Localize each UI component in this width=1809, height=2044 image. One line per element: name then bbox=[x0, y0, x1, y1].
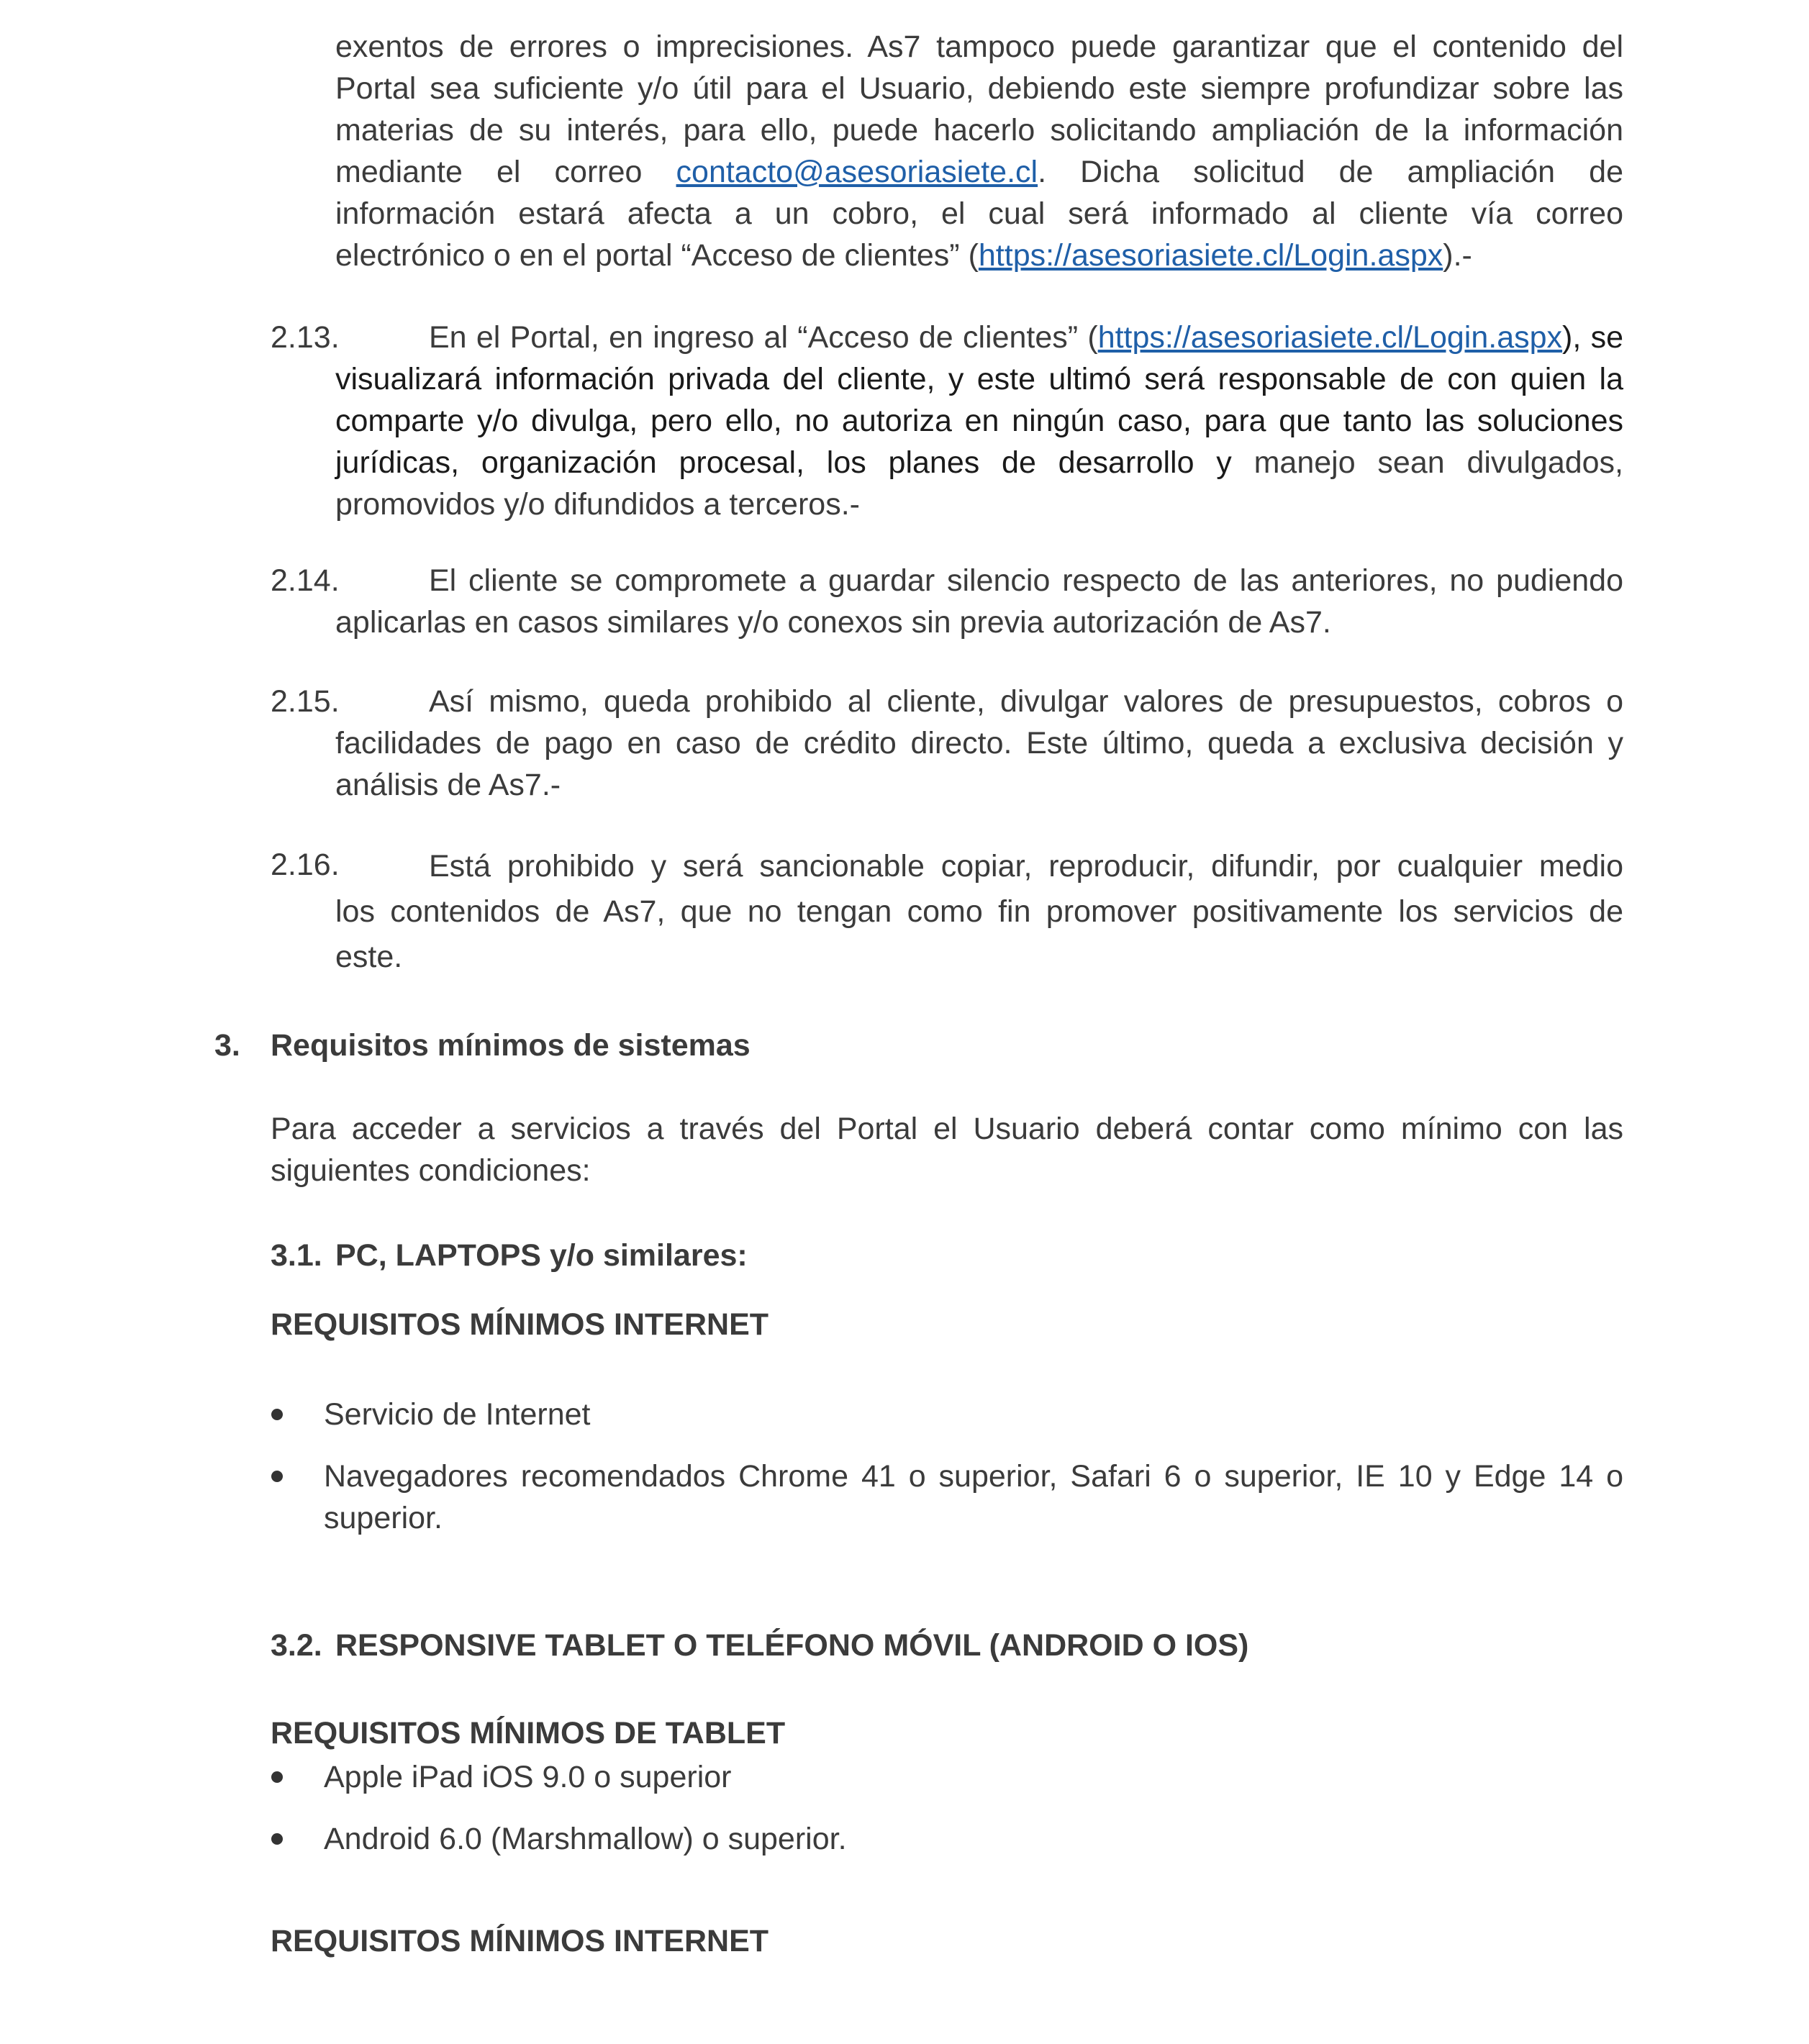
login-link[interactable]: https://asesoriasiete.cl/Login.aspx bbox=[1097, 320, 1563, 355]
text-line: Para acceder a servicios a través del Portal el Usuario deberá contar como mínimo con las bbox=[271, 1112, 1623, 1146]
subsection-title: PC, LAPTOPS y/o similares: bbox=[335, 1238, 748, 1273]
bullet-dot bbox=[271, 1409, 283, 1420]
clause-number: 2.15. bbox=[271, 684, 340, 719]
paragraph-2-16 bbox=[335, 844, 1623, 980]
text-fragment: manejo sean divulgados, bbox=[1231, 445, 1624, 480]
list-item bbox=[324, 1455, 1623, 1539]
text-line: superior. bbox=[324, 1501, 443, 1535]
text-line: este. bbox=[335, 940, 403, 974]
text-line: comparte y/o divulga, pero ello, no autoriza en ningún caso, para que tanto las soluciones bbox=[335, 404, 1623, 438]
clause-number: 2.13. bbox=[271, 320, 340, 355]
list-item: Servicio de Internet bbox=[324, 1397, 591, 1432]
bullet-dot bbox=[271, 1833, 283, 1845]
requirements-heading: REQUISITOS MÍNIMOS INTERNET bbox=[271, 1924, 769, 1958]
paragraph-2-12 bbox=[335, 26, 1623, 276]
text-line: exentos de errores o imprecisiones. As7 tampoco puede garantizar que el contenido del bbox=[335, 29, 1623, 64]
text-line: Está prohibido y será sancionable copiar, reproducir, difundir, por cualquier medio bbox=[429, 849, 1623, 884]
text-line: promovidos y/o difundidos a terceros.- bbox=[335, 487, 860, 522]
text-fragment: . Dicha solicitud de ampliación de bbox=[1038, 155, 1623, 189]
section-3-intro bbox=[271, 1108, 1623, 1191]
list-item: Apple iPad iOS 9.0 o superior bbox=[324, 1760, 732, 1794]
text-line: análisis de As7.- bbox=[335, 768, 561, 802]
text-line: Navegadores recomendados Chrome 41 o superior, Safari 6 o superior, IE 10 y Edge 14 o bbox=[324, 1459, 1623, 1494]
email-link[interactable]: contacto@asesoriasiete.cl bbox=[676, 155, 1038, 189]
requirements-heading: REQUISITOS MÍNIMOS DE TABLET bbox=[271, 1716, 786, 1750]
text-fragment: electrónico o en el portal “Acceso de clientes” ( bbox=[335, 238, 979, 273]
login-link[interactable]: https://asesoriasiete.cl/Login.aspx bbox=[978, 238, 1443, 273]
bullet-dot bbox=[271, 1771, 283, 1783]
section-title: Requisitos mínimos de sistemas bbox=[271, 1028, 751, 1063]
text-line bbox=[335, 151, 1623, 193]
text-line: Así mismo, queda prohibido al cliente, divulgar valores de presupuestos, cobros o bbox=[429, 684, 1623, 719]
section-number: 3. bbox=[214, 1028, 240, 1063]
clause-number: 2.14. bbox=[271, 563, 340, 598]
text-line: información estará afecta a un cobro, el cual será informado al cliente vía correo bbox=[335, 196, 1623, 231]
text-fragment: ).- bbox=[1443, 238, 1472, 273]
text-line: materias de su interés, para ello, puede hacerlo solicitando ampliación de la información bbox=[335, 113, 1623, 147]
text-line: siguientes condiciones: bbox=[271, 1153, 591, 1188]
text-fragment: ), se bbox=[1562, 320, 1623, 355]
subsection-title: RESPONSIVE TABLET O TELÉFONO MÓVIL (ANDROID O IOS) bbox=[335, 1628, 1249, 1663]
paragraph-2-14 bbox=[335, 560, 1623, 643]
text-line bbox=[335, 317, 1623, 358]
subsection-number: 3.1. bbox=[271, 1238, 322, 1273]
paragraph-2-13 bbox=[335, 317, 1623, 525]
list-item: Android 6.0 (Marshmallow) o superior. bbox=[324, 1822, 847, 1856]
text-line bbox=[335, 235, 1623, 276]
text-line bbox=[335, 442, 1623, 483]
bullet-dot bbox=[271, 1471, 283, 1482]
text-line: facilidades de pago en caso de crédito directo. Este último, queda a exclusiva decisión y bbox=[335, 726, 1623, 760]
text-fragment: mediante el correo bbox=[335, 155, 676, 189]
clause-number: 2.16. bbox=[271, 848, 340, 882]
text-fragment: En el Portal, en ingreso al “Acceso de clientes” ( bbox=[429, 320, 1098, 355]
text-line: Portal sea suficiente y/o útil para el Usuario, debiendo este siempre profundizar sobre las bbox=[335, 71, 1623, 106]
text-line: los contenidos de As7, que no tengan como fin promover positivamente los servicios de bbox=[335, 894, 1623, 929]
requirements-heading: REQUISITOS MÍNIMOS INTERNET bbox=[271, 1307, 769, 1342]
subsection-number: 3.2. bbox=[271, 1628, 322, 1663]
text-line: visualizará información privada del cliente, y este ultimó será responsable de con quien la bbox=[335, 362, 1623, 396]
text-fragment: jurídicas, organización procesal, los planes de desarrollo y bbox=[335, 445, 1232, 480]
paragraph-2-15 bbox=[335, 681, 1623, 806]
text-line: aplicarlas en casos similares y/o conexos sin previa autorización de As7. bbox=[335, 605, 1331, 640]
text-line: El cliente se compromete a guardar silencio respecto de las anteriores, no pudiendo bbox=[429, 563, 1623, 598]
